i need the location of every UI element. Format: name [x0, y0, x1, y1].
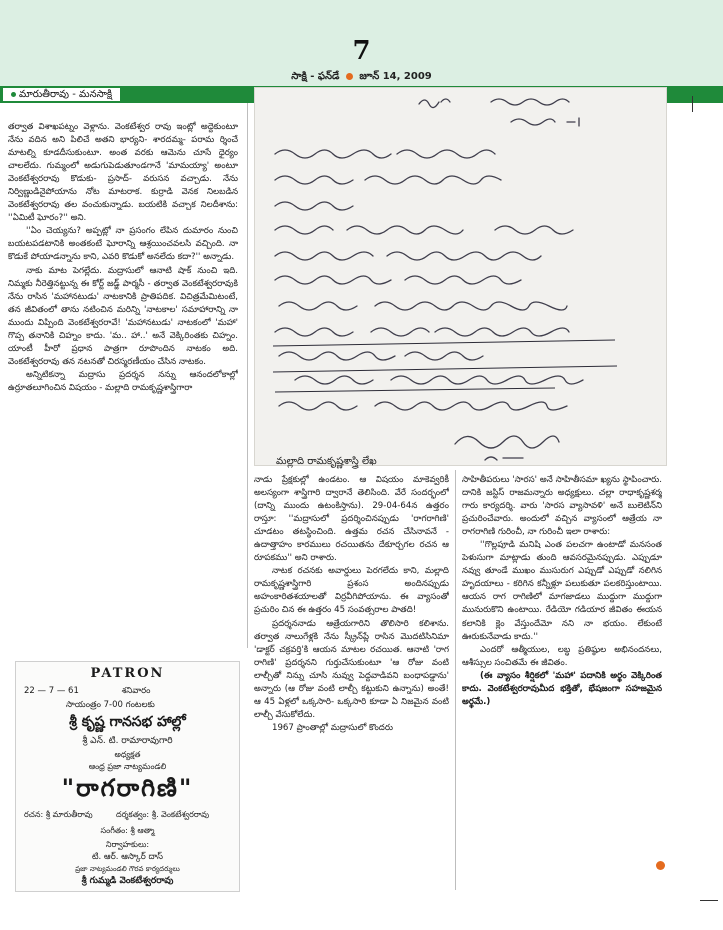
patron-heading: PATRON — [90, 666, 165, 681]
writer-row — [24, 810, 93, 821]
director-row — [116, 810, 209, 821]
section-title-text: మారుతీరావు - మనసాక్షి — [19, 89, 113, 100]
handwriting-strokes — [255, 88, 666, 465]
paragraph: ఎందరో ఆత్మీయుల, లబ్ధ ప్రతిష్ఠుల అభినందనలు, ఆశీస్సుల సంచితమే ఈ జీవితం. — [462, 644, 662, 668]
article-column-2 — [254, 474, 449, 890]
organisation: ఆంధ్ర ప్రజా నాట్యమండలి — [88, 762, 167, 771]
show-date: 22 — 7 — 61 — [24, 686, 79, 696]
paragraph: (ఈ వ్యాసం శీర్షికలో 'మహా' పదానికి అర్థం వెక్కిరింత కాదు. వెంకటేశ్వరరావుమీద భక్తితో, భేషజంగా సహజమైన అర్థమే.) — [462, 670, 662, 707]
end-mark-icon — [656, 861, 665, 870]
article-column-1 — [8, 121, 238, 651]
column-divider — [455, 470, 456, 890]
director-label: దర్శకత్వం: — [116, 810, 150, 819]
bullet-icon — [346, 73, 353, 80]
paragraph: అన్నిటికన్నా మద్రాసు ప్రదర్శన నన్ను ఆనందలోకాల్లో ఉర్రూతలూగించిన విషయం - మల్లాది రామకృష్ణశాస్త్రిగారా — [8, 369, 238, 393]
paragraph: ''గొల్లపూడి మనిషి ఎంత పలచగా ఉంటాడో మనసంత పెళుసుగా మాట్లాడు తుంది ఆవసరమైనప్పుడు. ఎప్పుడూ నవ్వు తూండే ముఖం ముసురుగ ఎప్పుడో ఎప్పుడో నలిగిన హృదయాలు - కరిగిన కన్నీళ్లూ పలుకుతూ పలకరిస్తుంటాయి. ఆయన రాగ రాగిణిలో మాగజాడలు ముద్దుగా ముద్దుగా మునురుకొని ఉంటాయి. రేడియో గడియార జీవితం ఈయన కలానికి క్లెం వేస్తుందేమో నని నా భయం. లేకుంటే ఊరుకునేవాడు కాదు.'' — [462, 540, 662, 642]
bullet-icon — [11, 92, 16, 97]
paragraph: నాడు ప్రేక్షకుల్లో ఉండటం. ఆ విషయం మాకెవ్వరికీ అలస్యంగా శాస్త్రిగారి ద్వారానే తెలిసింది. వేరే సందర్భంలో (దాన్ని ముందు ఉటంకిస్తాను). 29-04-64న ఉత్తరం రాస్తూ: ''మద్రాసులో ప్రదర్శించినప్పుడు 'రాగరాగిణి' చూడటం తటస్థించింది. ఉత్తమ రచన చేసినావనే - ఉదాత్తాహం కారములు రచయితను దేకూర్చగల రచన ఆ రూపకము'' అని రాశారు. — [254, 475, 449, 564]
patron-date-line — [16, 686, 240, 698]
secretary: ప్రజా నాట్యమండలి గౌరవ కార్యదర్శులు — [75, 865, 180, 873]
patron-handbill-image — [15, 661, 240, 892]
writer-label: రచన: — [24, 810, 44, 819]
article-column-3 — [462, 474, 662, 874]
producer: టి. ఆర్. ఆస్కార్ దాస్ — [91, 852, 164, 862]
presenter: శ్రీ ఎన్. టి. రామారావుగారి — [82, 736, 173, 746]
dateline — [0, 70, 723, 84]
column-divider — [247, 103, 248, 648]
paragraph: ప్రదర్శననాడు ఆత్రేయగారిని తొలిసారి కలిశాను. తర్వాత నాలుగేళ్లకి నేను స్క్రీన్‌ప్లే రాసిన మొదటిసినిమా 'డాక్టర్ చక్రవర్తి'కి ఆయన మాటల రచయిత. ఆనాటి 'రాగ రాగిణి' ప్రదర్శనని గుర్తుచేసుకుంటూ 'ఆ రోజు వంటి లాల్చీతో నిన్ను చూసి నువ్వు పెద్దవాడివని బంధాపడ్డాను' అన్నారు (ఆ రోజు వంటి లాల్చీ కట్టుకుని ఉన్నాను) అంతే! ఆ 45 ఏళ్లలో ఒక్కసారి- ఒక్కసారి కూడా ఏ నిజమైన వంటి లాల్చీ వేసుకోలేదు. — [254, 618, 449, 720]
director: శ్రీ. వెంకటేశ్వరరావు — [151, 810, 210, 819]
page-number: 7 — [352, 36, 371, 66]
paragraph: నాటక రచనకు అవార్డులు పెరగలేదు కాని, మల్లాది రామకృష్ణశాస్త్రిగారి ప్రశంస అందినప్పుడు అహంకారితశయాలతో విర్రవీగిపోయాను. ఈ వ్యాసంతో ప్రచురిం చిన ఈ ఉత్తరం 45 సంవత్సరాల పాతది! — [254, 566, 449, 616]
crop-mark — [692, 96, 693, 112]
paragraph: 1967 ప్రాంతాల్లో మద్రాసులో కొందరు — [272, 722, 393, 733]
show-day: శనివారం — [121, 686, 151, 696]
crop-mark — [700, 900, 718, 901]
play-title: "రాగరాగిణి" — [61, 774, 194, 802]
letter-caption: మల్లాది రామకృష్ణశాస్త్రి లేఖ — [276, 456, 377, 467]
paragraph: తర్వాత విశాఖపట్నం వెళ్లాను. వెంకటేశ్వర రావు ఇంట్లో అద్దెకుంటూ నేను వదిన అని పిలిచే అతని భార్యని- శారదమ్మ- పరామ ర్శించే మాటల్ని కూడదీసుకుంటూ. అంత వరకు ఆమెను చూసే ధైర్యం చాలలేదు. గుమ్మంలో అడుగుపెడుతూండగానే 'మామయ్యా' అంటూ వెంకటేశ్వరరావు కొడుకు- ప్రసాద్- వరుసన వచ్చాడు. నేను నిర్విణ్ణుడినైపోయాను నోట మాటరాక. కుర్రాడి వెనక నిలబడిన వెంకటేశ్వరరావు తల వంచుకున్నాడు. బయటికి వచ్చాక నిలదీశాను: ''ఏమిటీ ఘోరం?'' అని. — [8, 122, 238, 224]
show-time: సాయంత్రం 7-00 గంటలకు — [66, 700, 155, 710]
writer: శ్రీ మారుతీరావు — [45, 810, 93, 819]
paragraph: నాకు మాట పెగల్లేదు. మద్రాసులో ఆనాటి షాక్ నుంచి ఇది. నిమ్మకు నీరెత్తినట్టున్న ఈ కోర్ట్ జడ్జ్ పార్మసీ - తర్వాత వెంకటేశ్వరరావుకి నేను రాసిన 'మహానటుడు' నాటకానికి ప్రాతిపదిక. విచిత్రమేమిటంటే, తన జీవితంలో తాను నటించిన మరిన్ని 'నాటకాల' సమాహారాన్ని నా ముందు విప్పింది వెంకటేశ్వరరావే! 'మహానటుడు' నాటకంలో 'మహా' గొప్ప తనానికి చిహ్నం కాదు. 'మ.. హా..' అనే వెక్కిరింతకు చిహ్నం. యాంటీ హీరో ప్రధాన పాత్రగా రూపొందిన నాటకం అది. వెంకటేశ్వరరావు తన నటనతో చిరస్మరణీయం చేసిన నాటకం. — [8, 265, 238, 367]
section-title — [3, 88, 120, 101]
issue-date: జూన్ 14, 2009 — [359, 71, 432, 82]
paper-name: సాక్షి - ఫన్‌డే — [291, 71, 340, 82]
paragraph: ''ఏం చెయ్యను? అప్పట్లో నా ప్రసంగం లేపిన దుమారం నుంచి బయటపడటానికి అంతకంటే ఘోరాన్ని ఆశ్రయించవలసి వచ్చింది. నా కొడుకే పోయాడన్నాను కాని, ఎవరి కొడుకో అనలేదు కదా?'' అన్నాడు. — [8, 226, 238, 263]
music: సంగీతం: శ్రీ ఆత్మా — [100, 826, 155, 835]
presided: అధ్యక్షత — [114, 750, 141, 759]
venue: శ్రీ కృష్ణ గానసభ హాల్లో — [69, 714, 186, 730]
producer-label: నిర్వాహకులు: — [105, 840, 150, 849]
paragraph: సాహితీపరులు 'సారస' అనే సాహితీసమా ఖ్యను స్థాపించారు. దానికి జస్టిస్ రాజమన్నారు అధ్యక్షులు. చల్లా రాధాకృష్ణశర్మ గారు కార్యదర్శి. వారు 'సారస వ్యాసావళి' అనే బులెటిన్‌ని ప్రచురించేవారు. అందులో వచ్చిన వ్యాసంలో ఆత్రేయ నా రాగరాగిణి గురించీ, నా గురించీ ఇలా రాశారు: — [462, 475, 662, 538]
handwritten-letter-image — [254, 87, 667, 466]
signatory: శ్రీ గుమ్మడి వెంకటేశ్వరరావు — [81, 876, 174, 886]
